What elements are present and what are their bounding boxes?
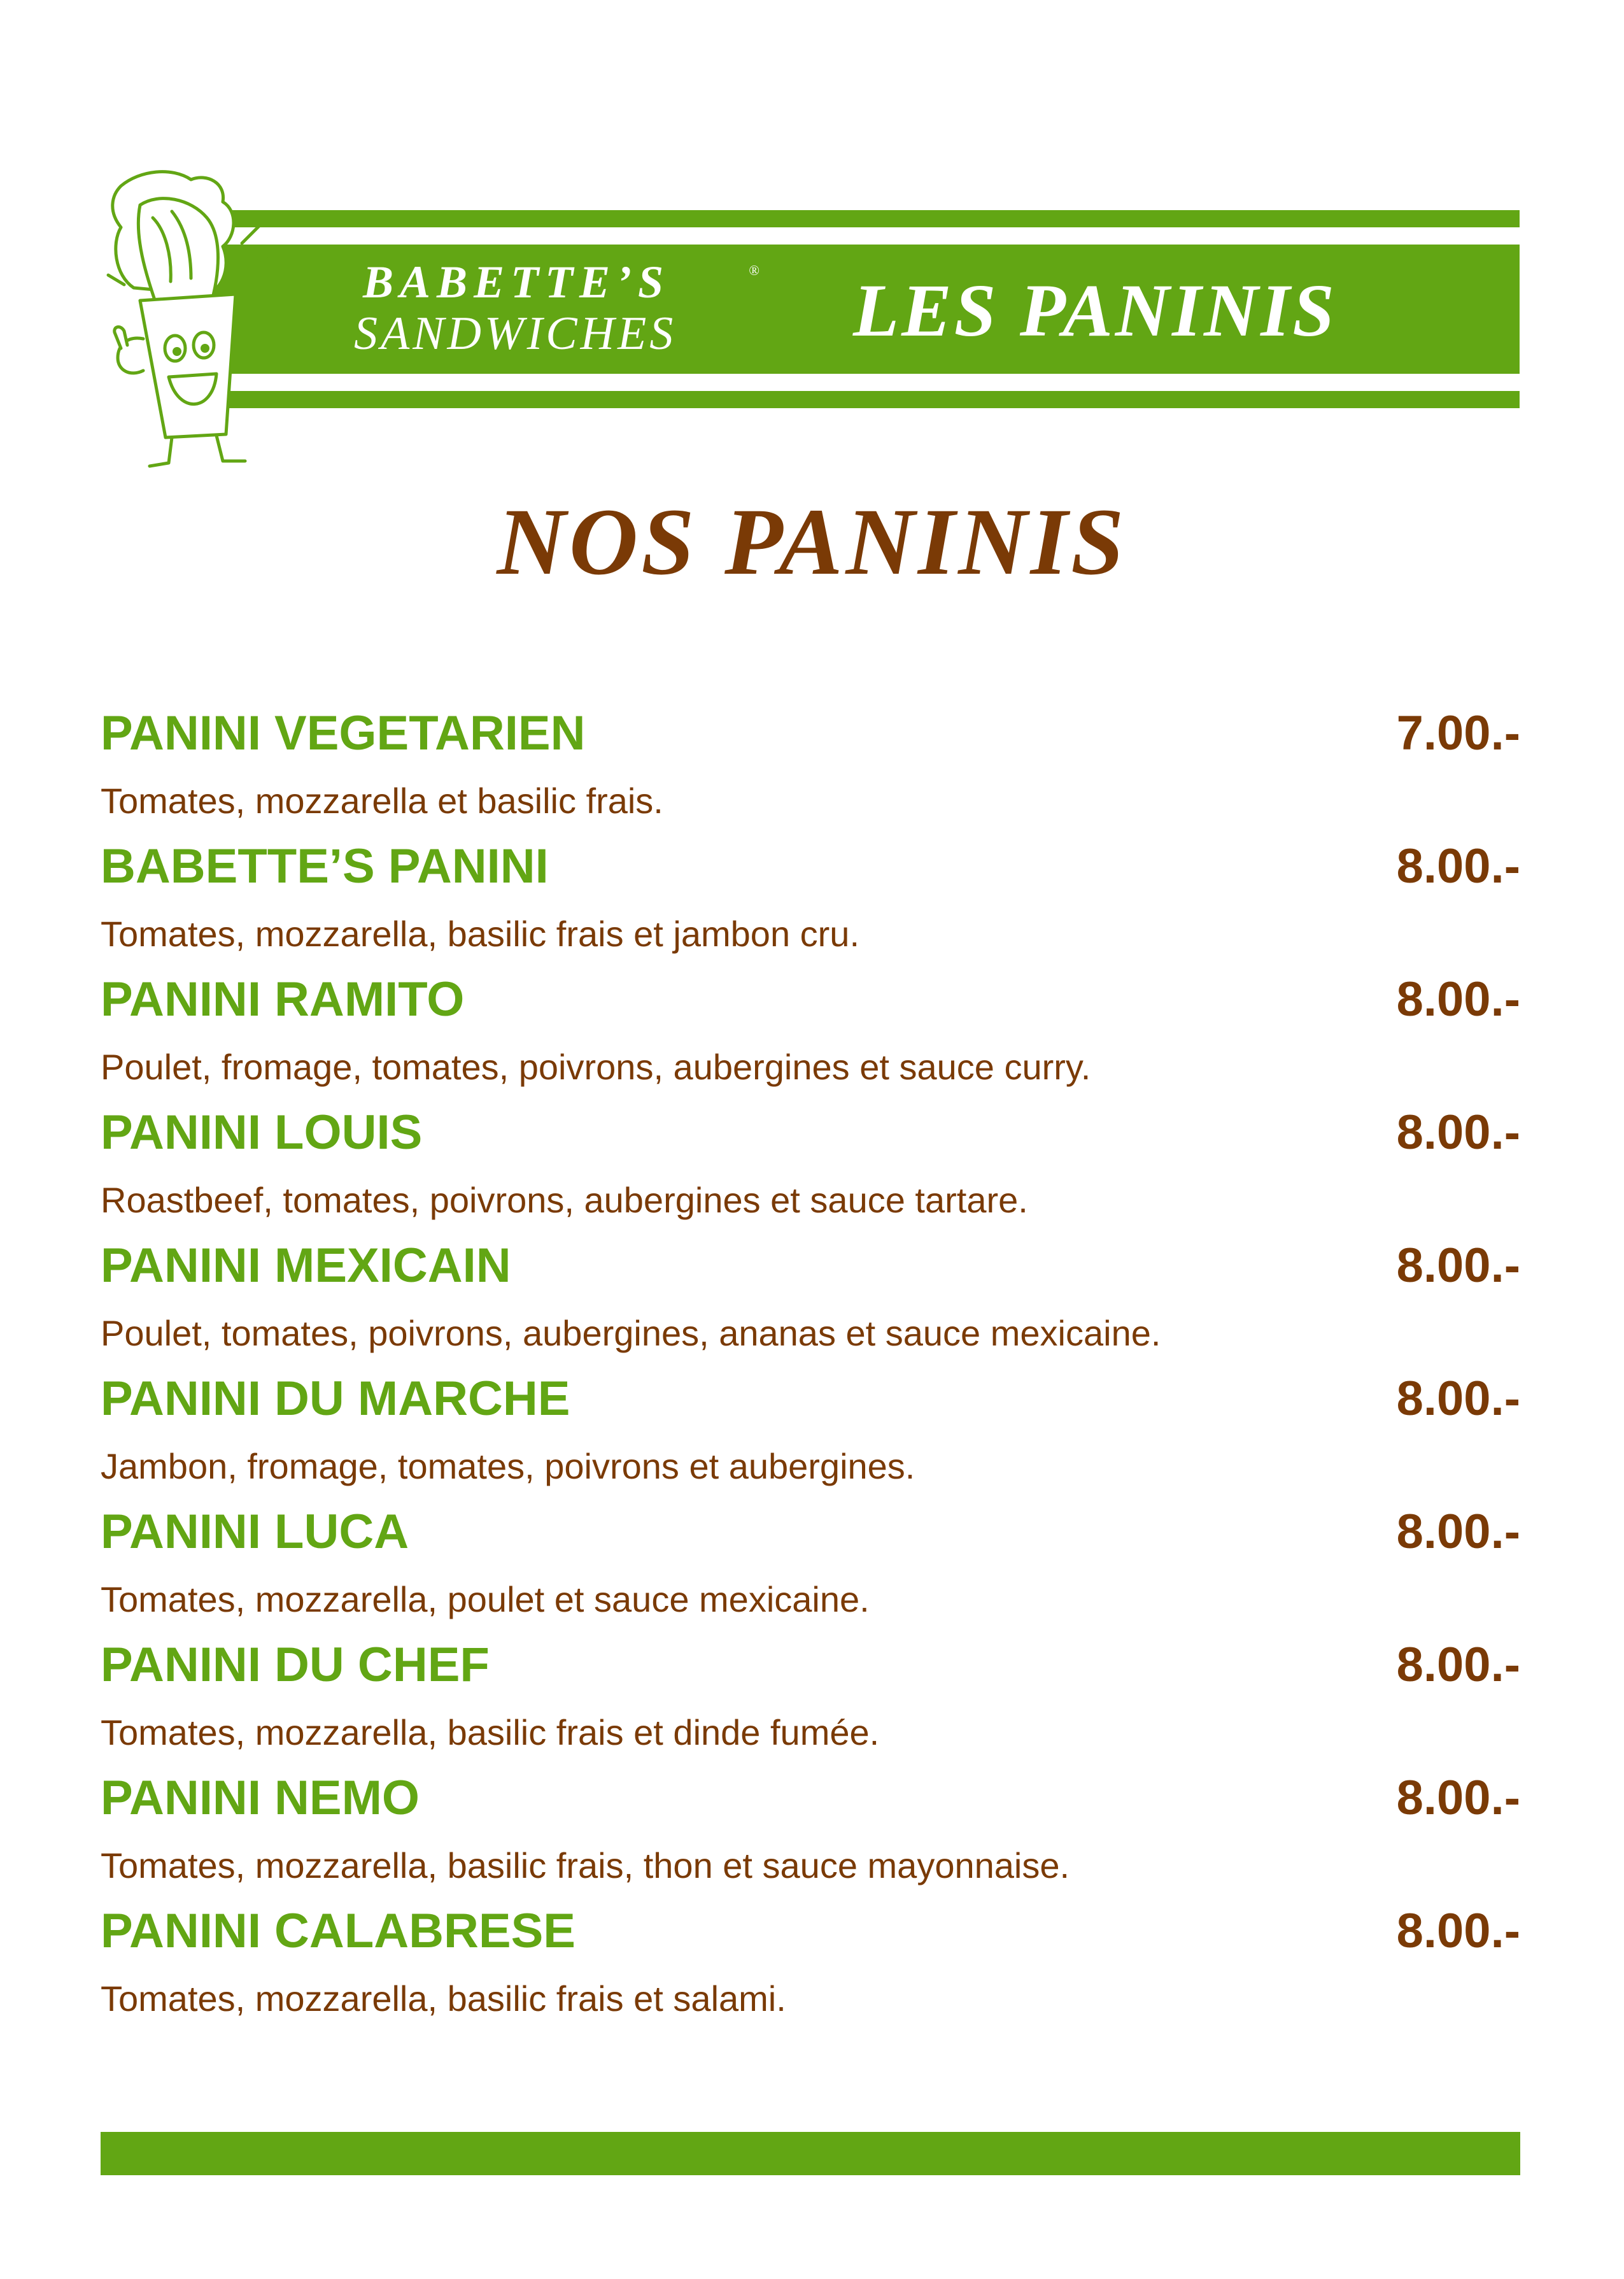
menu-item-name: PANINI CALABRESE [101, 1904, 575, 1958]
registered-mark: ® [749, 262, 759, 278]
sandwich-mascot-icon [95, 167, 325, 485]
menu-item-description: Tomates, mozzarella et basilic frais. [101, 781, 663, 821]
menu-item-price: 8.00.- [1396, 1505, 1520, 1559]
menu-item-price: 8.00.- [1396, 1372, 1520, 1426]
banner-bottom-stripe [210, 391, 1520, 408]
menu-item-description: Poulet, tomates, poivrons, aubergines, ananas et sauce mexicaine. [101, 1313, 1161, 1353]
menu-item [101, 1770, 1520, 1903]
menu-item-description: Tomates, mozzarella, poulet et sauce mexicaine. [101, 1579, 870, 1619]
menu-item [101, 839, 1520, 972]
page-title: NOS PANINIS [497, 489, 1127, 595]
menu-item-price: 8.00.- [1396, 1904, 1520, 1958]
menu-item-price: 8.00.- [1396, 839, 1520, 893]
menu-item-description: Tomates, mozzarella, basilic frais et dinde fumée. [101, 1712, 880, 1752]
menu-item [101, 972, 1520, 1105]
menu-item-description: Tomates, mozzarella, basilic frais et salami. [101, 1978, 786, 2019]
menu-item-name: PANINI RAMITO [101, 972, 465, 1026]
menu-item-price: 8.00.- [1396, 1638, 1520, 1692]
footer-stripe [101, 2132, 1520, 2175]
menu-item [101, 1105, 1520, 1238]
menu-item-name: PANINI LOUIS [101, 1105, 423, 1160]
menu-item-description: Poulet, fromage, tomates, poivrons, aubergines et sauce curry. [101, 1047, 1091, 1087]
menu-item-description: Roastbeef, tomates, poivrons, aubergines et sauce tartare. [101, 1180, 1028, 1220]
menu-item-price: 8.00.- [1396, 1105, 1520, 1160]
menu-item-description: Tomates, mozzarella, basilic frais et jambon cru. [101, 914, 859, 954]
menu-item-name: BABETTE’S PANINI [101, 839, 549, 893]
banner-top-stripe [210, 210, 1520, 227]
menu-item [101, 1504, 1520, 1637]
menu-item-name: PANINI NEMO [101, 1771, 420, 1825]
menu-item-description: Jambon, fromage, tomates, poivrons et aubergines. [101, 1446, 915, 1486]
menu-item-name: PANINI VEGETARIEN [101, 706, 586, 760]
menu-item-price: 8.00.- [1396, 1771, 1520, 1825]
menu-item [101, 1637, 1520, 1770]
menu-item-price: 7.00.- [1396, 706, 1520, 760]
menu-item-name: PANINI DU MARCHE [101, 1372, 570, 1426]
menu-item-price: 8.00.- [1396, 1239, 1520, 1293]
menu-item [101, 1371, 1520, 1504]
menu-list [101, 706, 1520, 2036]
brand-name-line1: BABETTE’S [363, 257, 670, 308]
menu-item [101, 1238, 1520, 1371]
menu-item-name: PANINI MEXICAIN [101, 1239, 511, 1293]
menu-item-name: PANINI LUCA [101, 1505, 409, 1559]
section-title: LES PANINIS [853, 269, 1337, 352]
menu-item-name: PANINI DU CHEF [101, 1638, 490, 1692]
menu-item [101, 706, 1520, 839]
menu-item [101, 1903, 1520, 2036]
menu-item-price: 8.00.- [1396, 972, 1520, 1026]
menu-item-description: Tomates, mozzarella, basilic frais, thon et sauce mayonnaise. [101, 1845, 1070, 1885]
brand-name-line2: SANDWICHES [354, 308, 677, 360]
